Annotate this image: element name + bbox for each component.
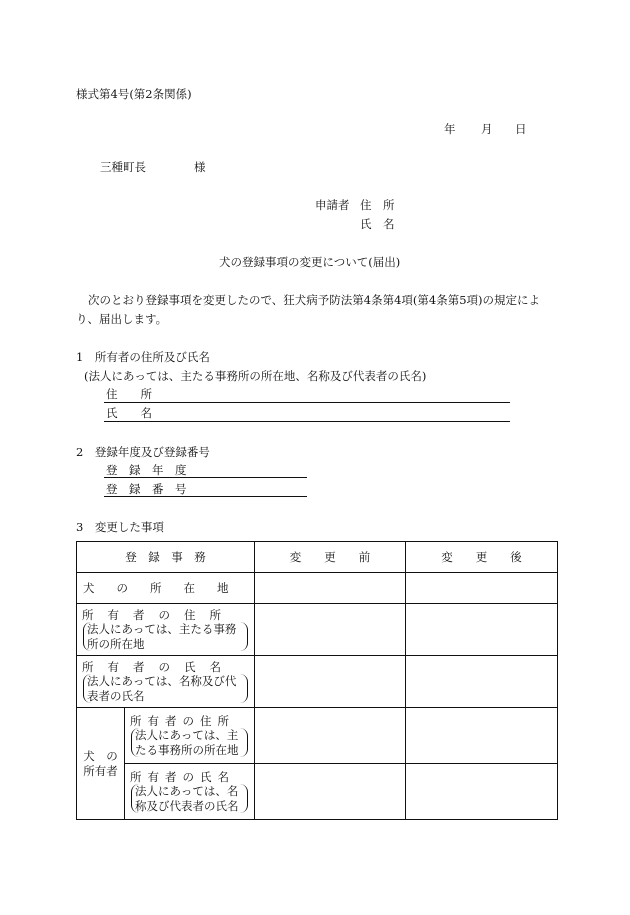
table-header-row xyxy=(77,542,558,573)
sub-address-before[interactable] xyxy=(255,708,406,764)
dog-location-text: 犬の所在地 xyxy=(83,580,251,595)
section1-name-label: 氏 名 xyxy=(106,406,152,420)
section2-heading: 2 登録年度及び登録番号 xyxy=(76,445,210,459)
section1-address-line[interactable] xyxy=(104,402,510,403)
table-row xyxy=(77,708,558,764)
header-before: 変 更 前 xyxy=(255,542,406,573)
owner-address-before[interactable] xyxy=(255,604,406,656)
table-row xyxy=(77,604,558,656)
section2-number-line[interactable] xyxy=(104,496,307,497)
sub-name-after[interactable] xyxy=(406,764,558,820)
header-item: 登 録 事 務 xyxy=(77,542,255,573)
date-month: 月 xyxy=(481,122,493,136)
row-owner-address-label xyxy=(77,604,255,656)
dog-owner-line2: 所有者 xyxy=(83,763,118,778)
section3-heading: 3 変更した事項 xyxy=(76,520,164,534)
sub-address-after[interactable] xyxy=(406,708,558,764)
document-title: 犬の登録事項の変更について(届出) xyxy=(219,255,401,269)
sub-name-before[interactable] xyxy=(255,764,406,820)
dog-location-before[interactable] xyxy=(255,573,406,604)
header-after: 変 更 後 xyxy=(406,542,558,573)
form-number: 様式第4号(第2条関係) xyxy=(76,87,192,101)
section1-name-line[interactable] xyxy=(104,421,510,422)
body-text-line2: り、届出します。 xyxy=(76,312,168,326)
applicant-label: 申請者 xyxy=(315,198,350,212)
sub-address-note: 法人にあっては、主たる事務所の所在地 xyxy=(131,728,248,757)
owner-address-main: 所有者の住所 xyxy=(82,607,235,622)
owner-address-note: 法人にあっては、主たる事務所の所在地 xyxy=(83,622,248,651)
sub-address-main: 所有者の住所 xyxy=(130,713,235,728)
date-day: 日 xyxy=(515,122,527,136)
body-text-line1: 次のとおり登録事項を変更したので、狂犬病予防法第4条第4項(第4条第5項)の規定によ xyxy=(88,293,541,307)
addressee-name: 三種町長 xyxy=(100,160,146,174)
applicant-address-label: 住 所 xyxy=(360,198,395,212)
section2-year-line[interactable] xyxy=(104,477,307,478)
owner-name-before[interactable] xyxy=(255,656,406,708)
dog-location-after[interactable] xyxy=(406,573,558,604)
change-table xyxy=(76,541,558,820)
owner-name-note: 法人にあっては、名称及び代表者の氏名 xyxy=(83,674,248,703)
addressee-honorific: 様 xyxy=(194,160,206,174)
section2-year-label: 登 録 年 度 xyxy=(106,463,187,477)
owner-name-main: 所有者の氏名 xyxy=(82,659,235,674)
section1-heading: 1 所有者の住所及び氏名 xyxy=(76,350,210,364)
sub-name-main: 所有者の氏名 xyxy=(130,769,235,784)
section1-address-label: 住 所 xyxy=(106,387,152,401)
section2-number-label: 登 録 番 号 xyxy=(106,482,187,496)
table-row xyxy=(77,764,558,820)
row-owner-name-label xyxy=(77,656,255,708)
row-dog-location-label xyxy=(77,573,255,604)
section1-note: (法人にあっては、主たる事務所の所在地、名称及び代表者の氏名) xyxy=(84,369,427,383)
sub-name-label xyxy=(125,764,255,820)
sub-name-note: 法人にあっては、名称及び代表者の氏名 xyxy=(131,784,248,813)
applicant-name-label: 氏 名 xyxy=(360,217,395,231)
dog-owner-line1: 犬 の xyxy=(83,749,118,764)
owner-address-after[interactable] xyxy=(406,604,558,656)
sub-address-label xyxy=(125,708,255,764)
table-row xyxy=(77,573,558,604)
date-year: 年 xyxy=(444,122,456,136)
table-row xyxy=(77,656,558,708)
dog-owner-label xyxy=(77,708,125,820)
owner-name-after[interactable] xyxy=(406,656,558,708)
